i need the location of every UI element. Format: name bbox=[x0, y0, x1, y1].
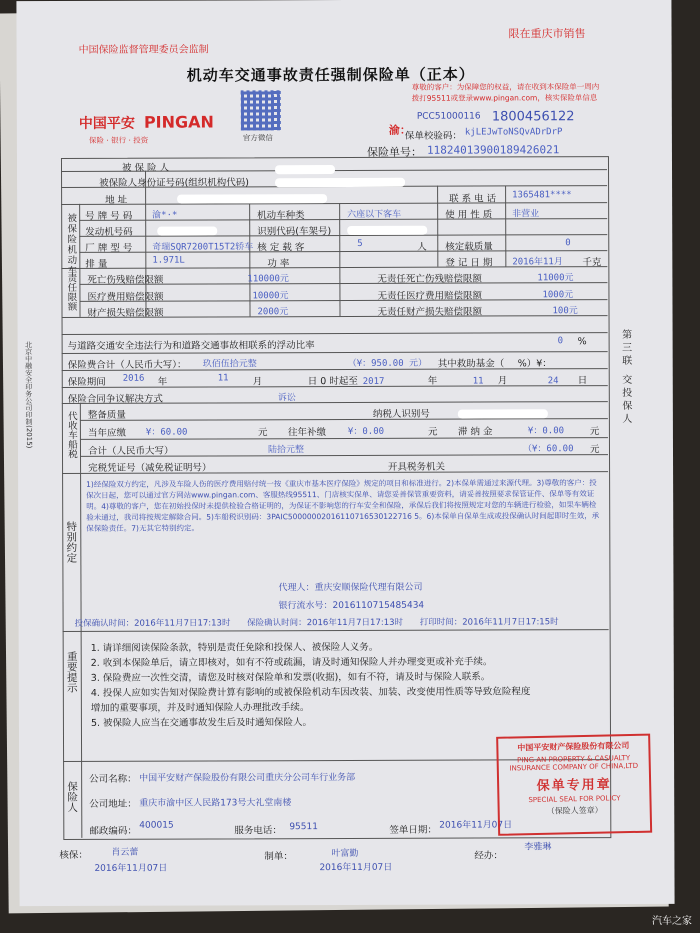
premium-total-label: 保险费合计（人民币大写）： bbox=[67, 359, 187, 371]
current-tax-value: ¥：60.00 bbox=[145, 427, 188, 438]
period-month-unit-2: 月 bbox=[497, 375, 508, 387]
reminder-item: 1. 请详细阅读保险条款，特别是责任免除和投保人、被保险人义务。 bbox=[90, 641, 379, 654]
medical-limit-value: 10000元 bbox=[252, 291, 289, 302]
plate-value: 渝*·* bbox=[152, 210, 178, 221]
reminder-item: 2. 收到本保险单后，请立即核对，如有不符或疏漏，请及时通知保险人并办理变更或补充手续。 bbox=[90, 656, 493, 669]
period-from-year: 2016 bbox=[122, 373, 145, 384]
redacted-taxpayer bbox=[458, 409, 548, 418]
late-fee-value: ¥：0.00 bbox=[527, 426, 565, 437]
policy-number: 11824013900189426021 bbox=[426, 143, 560, 157]
dispute-label: 保险合同争议解决方式 bbox=[67, 393, 163, 405]
reminders-section-label: 重要提示 bbox=[65, 650, 78, 693]
reg-date-label: 登 记 日 期 bbox=[445, 257, 493, 269]
load-value: 0 bbox=[565, 238, 571, 249]
period-year-unit-1: 年 bbox=[157, 376, 168, 388]
medical-limit-label: 医疗费用赔偿限额 bbox=[87, 291, 164, 303]
policy-label: 保险单号： bbox=[366, 145, 422, 159]
sign-date-value: 2016年11月07日 bbox=[439, 820, 513, 831]
company-address-value: 重庆市渝中区人民路173号大礼堂南楼 bbox=[139, 798, 292, 809]
late-fee-unit: 元 bbox=[589, 426, 600, 438]
vehicle-section-label: 被保险机动车 bbox=[65, 212, 77, 276]
dispute-value: 诉讼 bbox=[277, 393, 296, 404]
period-day-unit-2: 日 bbox=[577, 375, 588, 387]
stamp-line-3: INSURANCE COMPANY OF CHINA,LTD bbox=[509, 761, 639, 773]
reminders-list bbox=[91, 639, 611, 731]
fund-label: 其中救助基金（ bbox=[437, 358, 505, 370]
insurance-policy-document bbox=[16, 0, 674, 906]
circ-note: 中国保险监督管理委员会监制 bbox=[78, 44, 209, 56]
seats-label: 核 定 载 客 bbox=[257, 242, 305, 254]
qr-code bbox=[241, 90, 281, 130]
period-day-unit-1: 日 0 时起至 bbox=[307, 375, 358, 388]
usage-label: 使 用 性 质 bbox=[445, 209, 493, 221]
logo-slogan: 保险 · 银行 · 投资 bbox=[88, 135, 149, 145]
make-date: 2016年11月07日 bbox=[319, 862, 393, 874]
property-limit-label: 财产损失赔偿限额 bbox=[87, 307, 164, 319]
nf-death-limit-value: 11000元 bbox=[537, 273, 574, 284]
qr-caption: 官方微信 bbox=[242, 133, 273, 143]
sign-date-label: 签单日期： bbox=[389, 824, 437, 836]
tax-total-unit: 元 bbox=[589, 444, 600, 456]
contact-value: 1365481**** bbox=[512, 190, 572, 201]
contact-label: 联 系 电 话 bbox=[449, 193, 497, 205]
tax-total-label: 合计（人民币大写） bbox=[87, 445, 174, 457]
period-to-year: 2017 bbox=[362, 376, 385, 387]
reminder-item: 4. 投保人应如实告知对保险费计算有影响的或被保险机动车因改装、加装、改变使用性质等导致危险程度增加的重要事项，并及时通知保险人办理批改手续。 bbox=[90, 686, 531, 714]
period-to-month: 11 bbox=[472, 376, 484, 387]
load-unit: 千克 bbox=[582, 257, 602, 269]
current-tax-unit: 元 bbox=[257, 427, 268, 439]
redacted-vin bbox=[347, 226, 427, 235]
float-rate-unit: % bbox=[577, 336, 587, 348]
buy-time-label: 投保确认时间： bbox=[74, 618, 135, 629]
vehicle-type-label: 机动车种类 bbox=[257, 210, 305, 222]
displacement-value: 1.971L bbox=[152, 255, 185, 266]
float-rate-label: 与道路交通安全违法行为和道路交通事故相联系的浮动比率 bbox=[67, 340, 315, 352]
serial-number: 1800456122 bbox=[491, 109, 575, 125]
verify-code: kjLEJwToNSQvADrDrP bbox=[464, 127, 563, 138]
nf-property-limit-label: 无责任财产损失赔偿限额 bbox=[377, 306, 483, 318]
death-limit-value: 110000元 bbox=[247, 274, 289, 285]
load-label: 核定载质量 bbox=[445, 241, 493, 253]
check-label: 核保： bbox=[59, 849, 88, 862]
past-tax-label: 往年补缴 bbox=[287, 427, 326, 439]
redacted-name bbox=[275, 165, 335, 174]
service-phone-value: 95511 bbox=[289, 822, 318, 833]
late-fee-label: 滞 纳 金 bbox=[457, 426, 493, 438]
nf-medical-limit-value: 1000元 bbox=[542, 290, 574, 301]
redacted-engine bbox=[157, 226, 217, 235]
verification-notice: 尊敬的客户：为保障您的权益，请在收到本保险单一周内 拨打95511或登录www.pingan.com，核实保险单信息 bbox=[411, 82, 600, 103]
model-label: 厂 牌 型 号 bbox=[85, 242, 133, 254]
make-label: 制单： bbox=[264, 851, 293, 863]
taxpayer-label: 纳税人识别号 bbox=[372, 408, 430, 420]
reminder-item: 5. 被保险人应当在交通事故发生后及时通知保险人。 bbox=[90, 717, 313, 729]
sales-region: 限在重庆市销售 bbox=[508, 27, 586, 41]
seats-value: 5 bbox=[357, 238, 363, 249]
premium-total-num: （¥：950.00 元） bbox=[347, 358, 428, 369]
company-address-label: 公司地址： bbox=[89, 798, 137, 810]
buy-time: 2016年11月7日17:13时 bbox=[134, 618, 231, 629]
power-label: 功 率 bbox=[267, 258, 290, 270]
limits-section-label: 责任限额 bbox=[65, 272, 77, 311]
model-value: 奇瑞SQR7200T15T2轿车 bbox=[152, 242, 254, 253]
printer-note: 北京中融安全印务公司印制(2015) bbox=[24, 341, 33, 449]
copy-note: 第三联 交投保人 bbox=[619, 329, 631, 427]
tax-section-label: 代收车船税 bbox=[65, 410, 78, 459]
curb-mass-label: 整备质量 bbox=[87, 409, 126, 421]
stamp-en-text: SPECIAL SEAL FOR POLICY bbox=[528, 794, 621, 805]
check-date: 2016年11月07日 bbox=[94, 863, 168, 874]
document-title: 机动车交通事故责任强制保险单（正本） bbox=[186, 65, 475, 85]
make-name: 叶富勤 bbox=[331, 848, 359, 860]
stamp-line-2: PING AN PROPERTY & CASUALTY bbox=[517, 754, 631, 765]
handle-label: 经办： bbox=[474, 850, 503, 862]
displacement-label: 排 量 bbox=[85, 258, 108, 270]
watermark: 汽车之家 bbox=[652, 916, 692, 927]
tax-total-cn: 陆拾元整 bbox=[267, 445, 305, 456]
period-from-month: 11 bbox=[217, 373, 229, 384]
period-month-unit-1: 月 bbox=[252, 376, 263, 388]
premium-total-cn: 玖佰伍拾元整 bbox=[202, 359, 257, 370]
plate-label: 号 牌 号 码 bbox=[85, 210, 133, 222]
nf-death-limit-label: 无责任死亡伤残赔偿限额 bbox=[377, 273, 482, 285]
current-tax-label: 当年应缴 bbox=[87, 427, 126, 439]
period-to-day: 24 bbox=[547, 376, 559, 387]
company-seal-stamp bbox=[496, 734, 652, 836]
confirm-times bbox=[75, 615, 559, 629]
stamp-footer: （保险人签章） bbox=[546, 805, 603, 816]
company-label: 公司名称： bbox=[89, 773, 137, 785]
reminder-item: 3. 保险费应一次性交清，请您及时核对保险单和发票(收据)，如有不符，请及时与保险人联系。 bbox=[90, 671, 491, 684]
logo-en: PINGAN bbox=[143, 112, 214, 132]
stamp-line-1: 中国平安财产保险股份有限公司 bbox=[517, 741, 630, 753]
pingan-logo bbox=[79, 112, 214, 132]
zip-value: 400015 bbox=[139, 820, 174, 831]
logo-cn: 中国平安 bbox=[78, 115, 135, 132]
vehicle-type-value: 六座以下客车 bbox=[347, 209, 402, 220]
insured-address-label: 地 址 bbox=[105, 194, 128, 206]
verify-label: 保单校验码： bbox=[404, 130, 462, 142]
period-label: 保险期间 bbox=[67, 376, 106, 388]
engine-label: 发动机号码 bbox=[85, 226, 133, 238]
check-name: 肖云蕾 bbox=[111, 847, 139, 858]
print-time-label: 打印时间： bbox=[419, 617, 463, 628]
zip-label: 邮政编码： bbox=[89, 825, 137, 837]
float-rate-value: 0 bbox=[557, 336, 564, 347]
nf-medical-limit-label: 无责任医疗费用赔偿限额 bbox=[377, 290, 482, 302]
agent-name: 代理人：重庆安顺保险代理有限公司 bbox=[278, 582, 423, 594]
nf-property-limit-value: 100元 bbox=[552, 306, 578, 317]
redacted-id bbox=[275, 178, 405, 187]
usage-value: 非营业 bbox=[512, 209, 540, 220]
insured-name-label: 被 保 险 人 bbox=[121, 162, 170, 174]
death-limit-label: 死亡伤残赔偿限额 bbox=[87, 274, 164, 286]
insurer-section-label: 保险人 bbox=[66, 780, 79, 813]
period-year-unit-2: 年 bbox=[427, 375, 438, 387]
service-phone-label: 服务电话： bbox=[234, 825, 282, 837]
serial-prefix: 渝： bbox=[388, 123, 411, 137]
past-tax-value: ¥：0.00 bbox=[347, 426, 385, 437]
print-time: 2016年11月7日17:15时 bbox=[462, 617, 559, 628]
bank-txn: 银行流水号：2016110715485434 bbox=[278, 600, 425, 612]
insure-time: 2016年11月7日17:13时 bbox=[306, 617, 404, 629]
tax-office-label: 开具税务机关 bbox=[388, 461, 446, 473]
property-limit-value: 2000元 bbox=[257, 307, 289, 318]
special-terms-text: 1)经保险双方约定，凡涉及车险人伤的医疗费用赔付统一按《重庆市基本医疗保险》规定的项目和标准进行。2)本保单需通过来源代理。3)尊敬的客户：投保次日起，您可以通过官方网站www.pingan.com、客服热线95511、门店核实保单、请您妥善保管重要资料，请妥善按照要求保管证件、保单等有效证明。4)尊敬的客户，您在初始投保时未提供检验合格证明的，为保证不影响您的行车安全和保险，承保后我们将按照规定对您的车辆进行检验，如果车辆检验未通过，我司将按规定解除合同。5)车船税识别码：3PAIC50000002016110716530122716 5。6)本保单自保单生成或投保确认时间起即时生效，承保保险责任。7)无其它特别约定。 bbox=[86, 478, 600, 533]
company-value: 中国平安财产保险股份有限公司重庆分公司车行业务部 bbox=[139, 772, 356, 784]
pc-code: PCC51000116 bbox=[416, 111, 481, 122]
insured-id-label: 被保险人身份证号码(组织机构代码) bbox=[99, 177, 249, 189]
insure-time-label: 保险确认时间： bbox=[247, 618, 307, 629]
past-tax-unit: 元 bbox=[427, 426, 438, 438]
vin-label: 识别代码(车架号) bbox=[257, 226, 332, 238]
tax-total-num: （¥：60.00 bbox=[522, 444, 574, 455]
seats-unit: 人 bbox=[417, 241, 427, 253]
reg-date-value: 2016年11月 bbox=[512, 257, 563, 268]
handle-name: 李雅琳 bbox=[524, 842, 552, 853]
redacted-address bbox=[177, 194, 327, 204]
stamp-main-text: 保单专用章 bbox=[536, 777, 612, 794]
special-section-label: 特别约定 bbox=[65, 520, 78, 563]
fund-value: %）¥： bbox=[517, 358, 552, 370]
tax-cert-label: 完税凭证号（减免税证明号） bbox=[88, 462, 212, 474]
